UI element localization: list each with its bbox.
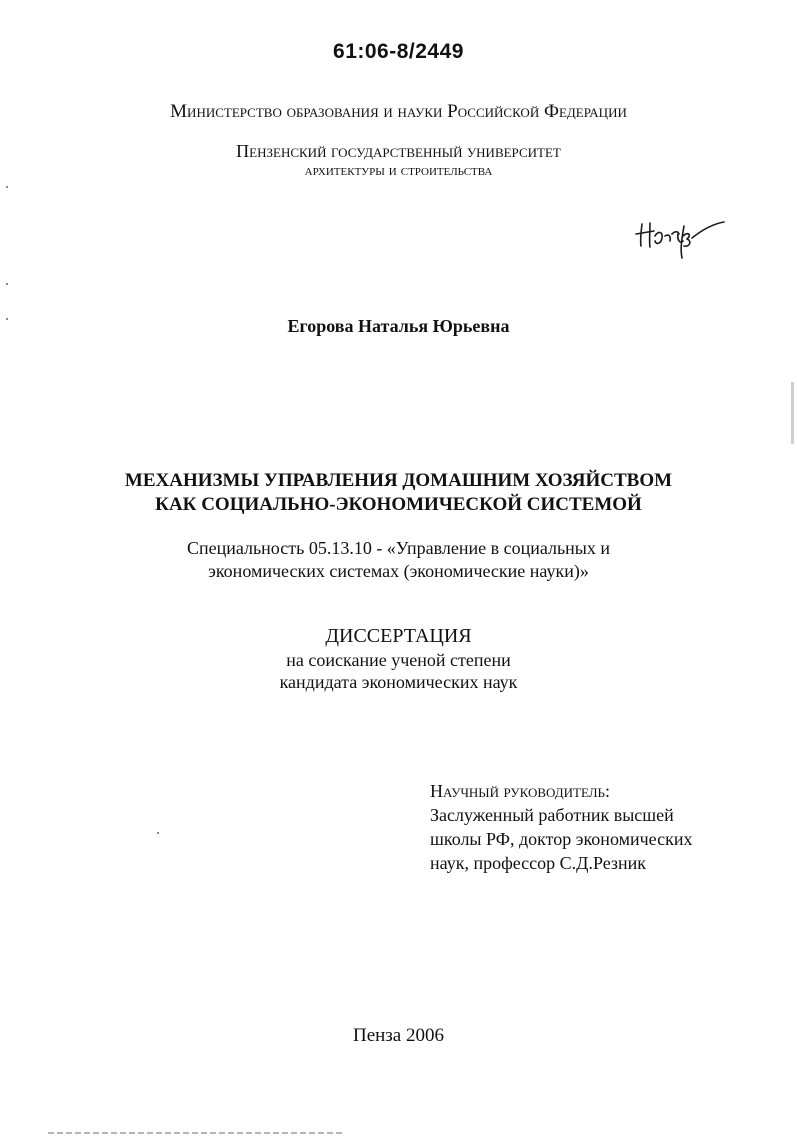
supervisor-line1: Заслуженный работник высшей [430,805,674,825]
supervisor-block [430,779,760,875]
dissertation-title-line1: МЕХАНИЗМЫ УПРАВЛЕНИЯ ДОМАШНИМ ХОЗЯЙСТВОМ [124,470,673,491]
scan-speck [6,186,8,188]
supervisor-heading: Научный руководитель: [430,781,611,801]
handwritten-signature [632,214,728,260]
scan-edge-shadow [791,382,794,444]
scan-speck [6,283,8,285]
scan-speck [6,318,8,320]
degree-line1: на соискание ученой степени [286,650,511,670]
supervisor-line3: наук, профессор С.Д.Резник [430,853,647,873]
university-name-line1: Пензенский государственный университет [236,141,561,161]
document-type: ДИССЕРТАЦИЯ [325,625,472,647]
scan-bottom-strip [48,1132,344,1134]
archive-stamp-code: 61:06-8/2449 [333,40,464,63]
scan-speck [157,832,159,834]
author-name: Егорова Наталья Юрьевна [287,316,510,336]
supervisor-line2: школы РФ, доктор экономических [430,829,693,849]
specialty-line2: экономических системах (экономические науки)» [208,561,589,581]
specialty-line1: Специальность 05.13.10 - «Управление в социальных и [186,538,611,558]
city-year: Пенза 2006 [352,1025,444,1046]
degree-line2: кандидата экономических наук [279,672,518,692]
university-name-line2: архитектуры и строительства [304,162,493,179]
ministry-name: Министерство образования и науки Российской Федерации [170,101,627,122]
dissertation-title-line2: КАК СОЦИАЛЬНО-ЭКОНОМИЧЕСКОЙ СИСТЕМОЙ [155,494,642,515]
